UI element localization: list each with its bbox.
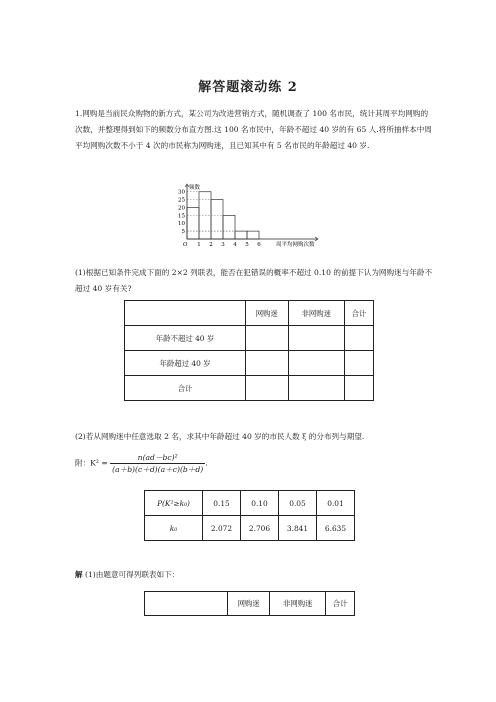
k-squared-formula — [75, 452, 208, 475]
table-cell: 合计 — [326, 592, 355, 616]
y-tick-label: 15 — [178, 213, 185, 220]
table-row — [145, 592, 355, 616]
origin-label: O — [183, 242, 188, 248]
x-tick-label: 6 — [257, 242, 261, 248]
y-tick-label: 5 — [181, 229, 185, 236]
table-cell: 网购迷 — [246, 301, 289, 326]
solution-text — [75, 567, 435, 583]
problem-1-text: 1.网购是当前民众购物的新方式，某公司为改进营销方式，随机调查了 100 名市民，统计其周平均网购的次数，并整理得到如下的频数分布直方图.这 100 名市民中，年龄不超过 40 岁的有 65 人.将所抽样本中周平均网购次数不小于 4 次的市民称为网购迷，且已知其中有 5 名市民的年龄超过 40 岁. — [75, 109, 432, 150]
x-tick-label: 4 — [233, 242, 237, 248]
table-cell: 网购迷 — [228, 592, 270, 616]
table-cell: k₀ — [145, 516, 203, 541]
table-cell: 0.05 — [278, 491, 316, 516]
table-cell: 年龄不超过 40 岁 — [125, 326, 246, 351]
x-axis-label: 周平均网购次数 — [276, 242, 315, 248]
table-cell: 0.15 — [203, 491, 241, 516]
table-cell — [344, 326, 373, 351]
table-cell: P(K²≥k₀) — [145, 491, 203, 516]
y-tick-label: 20 — [178, 205, 185, 212]
y-axis-label: 频数 — [189, 185, 201, 191]
histogram-bar — [223, 215, 235, 239]
table-row — [125, 301, 374, 326]
table-cell: 合计 — [125, 376, 246, 401]
histogram-bar — [187, 207, 199, 239]
table-cell: 3.841 — [278, 516, 316, 541]
table-cell — [246, 376, 289, 401]
table-cell: 6.635 — [316, 516, 354, 541]
contingency-table-blank — [124, 300, 374, 401]
histogram-bar — [211, 200, 223, 239]
table-cell: 年龄超过 40 岁 — [125, 351, 246, 376]
y-tick-label: 25 — [178, 197, 185, 204]
solution-label: 解 — [75, 570, 83, 579]
y-tick-label: 30 — [178, 189, 185, 196]
x-tick-label: 5 — [245, 242, 249, 248]
solution-body: (1)由题意可得列联表如下： — [85, 570, 180, 579]
page-title: 解答题滚动练 2 — [198, 80, 298, 95]
x-tick-label: 3 — [221, 242, 225, 248]
table-row — [125, 351, 374, 376]
chart-layer — [178, 183, 318, 248]
table-row — [145, 516, 355, 541]
table-cell — [246, 351, 289, 376]
histogram-bar — [247, 231, 259, 239]
table-cell: 0.10 — [241, 491, 279, 516]
table-cell: 非网购迷 — [270, 592, 326, 616]
formula-denominator: (a＋b)(c＋d)(a＋c)(b＋d) — [112, 465, 204, 474]
table-row — [145, 491, 355, 516]
critical-value-table — [144, 490, 355, 541]
frequency-histogram — [172, 183, 322, 253]
table-cell: 非网购迷 — [288, 301, 344, 326]
formula-numerator: n(ad－bc)² — [110, 452, 205, 464]
table-cell — [288, 376, 344, 401]
histogram-bar — [235, 231, 247, 239]
table-cell: 合计 — [344, 301, 373, 326]
contingency-table-solution — [144, 591, 355, 616]
question-2-text: (2)若从网购迷中任意选取 2 名，求其中年龄超过 40 岁的市民人数 ξ 的分布列与期望. — [75, 432, 365, 441]
table-cell — [246, 326, 289, 351]
table-cell — [344, 351, 373, 376]
table-row — [125, 326, 374, 351]
table-cell: 2.072 — [203, 516, 241, 541]
question-1-text: (1)根据已知条件完成下面的 2×2 列联表，能否在犯错误的概率不超过 0.10 的前提下认为网购迷与年龄不超过 40 岁有关? — [75, 268, 433, 293]
formula-suffix: . — [205, 458, 208, 468]
table-cell — [125, 301, 246, 326]
table-cell: 0.01 — [316, 491, 354, 516]
table-cell — [145, 592, 228, 616]
table-cell — [344, 376, 373, 401]
formula-prefix: 附：K² = — [75, 458, 108, 468]
table-cell — [288, 351, 344, 376]
formula-fraction — [110, 452, 208, 475]
x-tick-label: 2 — [209, 242, 213, 248]
y-tick-label: 10 — [178, 221, 185, 228]
table-cell — [288, 326, 344, 351]
table-cell: 2.706 — [241, 516, 279, 541]
x-tick-label: 1 — [197, 242, 201, 248]
table-row — [125, 376, 374, 401]
